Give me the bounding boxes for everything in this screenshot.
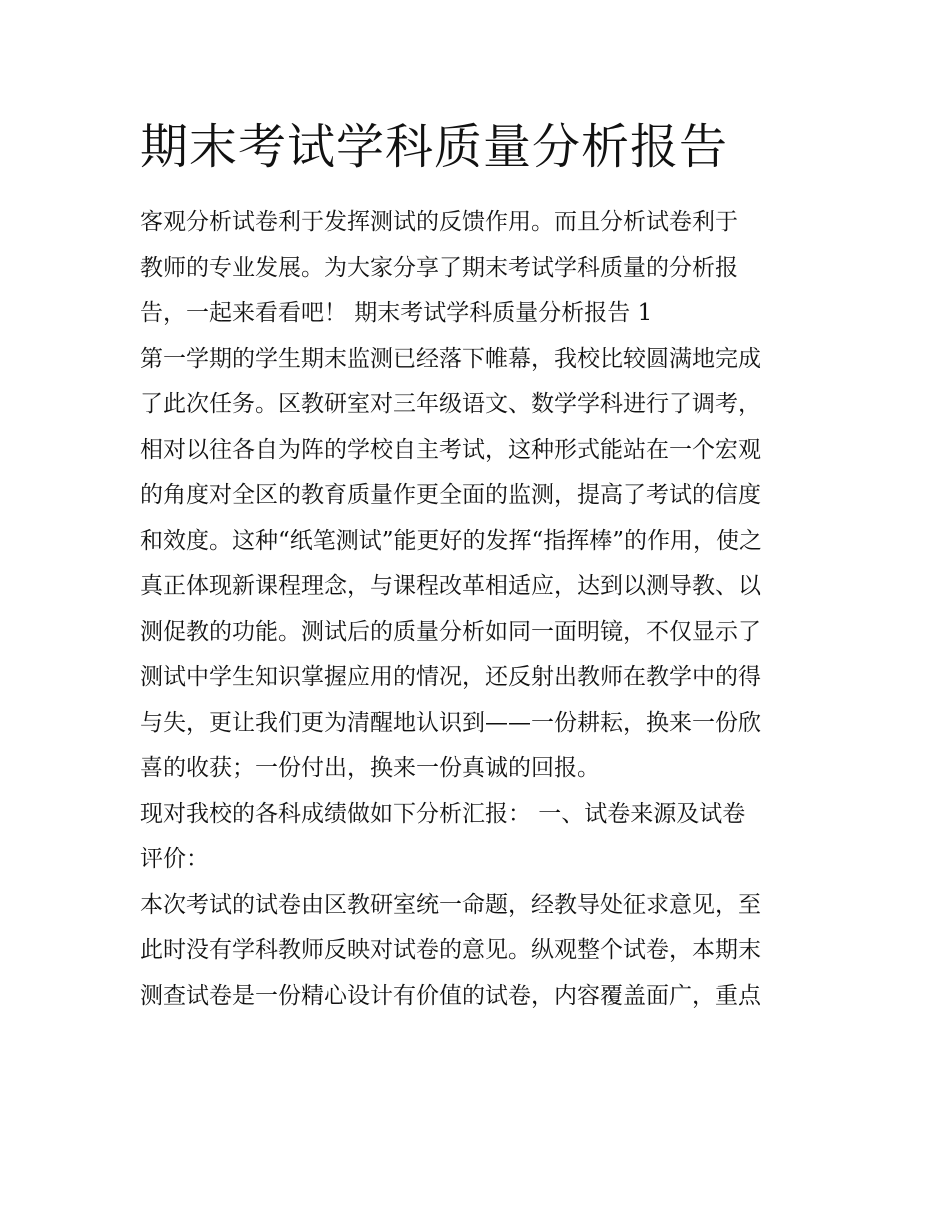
text-line: 真正体现新课程理念，与课程改革相适应，达到以测导教、以 — [140, 573, 761, 599]
text-line: 相对以往各自为阵的学校自主考试，这种形式能站在一个宏观 — [140, 436, 761, 463]
paragraph-report-intro — [140, 792, 820, 883]
document-title: 期末考试学科质量分析报告 — [140, 119, 729, 175]
text-line: 现对我校的各科成绩做如下分析汇报： 一、试卷来源及试卷 — [140, 800, 746, 827]
text-line: 告，一起来看看吧！ 期末考试学科质量分析报告 1 — [140, 300, 653, 326]
text-line: 和效度。这种“纸笔测试”能更好的发挥“指挥棒”的作用，使之 — [140, 527, 763, 554]
text-line: 了此次任务。区教研室对三年级语文、数学学科进行了调考， — [140, 391, 761, 417]
document-body — [140, 200, 820, 1019]
paragraph-exam-source — [140, 883, 820, 1020]
text-line: 喜的收获；一份付出，换来一份真诚的回报。 — [140, 755, 600, 781]
text-line: 评价： — [140, 846, 209, 872]
text-line: 此时没有学科教师反映对试卷的意见。纵观整个试卷，本期末 — [140, 937, 761, 963]
text-line: 本次考试的试卷由区教研室统一命题，经教导处征求意见，至 — [140, 891, 761, 918]
text-line: 与失，更让我们更为清醒地认识到——一份耕耘，换来一份欣 — [140, 709, 761, 736]
paragraph-overview — [140, 337, 820, 792]
text-line: 测促教的功能。测试后的质量分析如同一面明镜，不仅显示了 — [140, 618, 761, 645]
text-line: 的角度对全区的教育质量作更全面的监测，提高了考试的信度 — [140, 482, 761, 508]
paragraph-intro — [140, 200, 820, 337]
text-line: 测试中学生知识掌握应用的情况，还反射出教师在教学中的得 — [140, 664, 761, 690]
text-line: 测查试卷是一份精心设计有价值的试卷，内容覆盖面广，重点 — [140, 982, 761, 1009]
text-line: 客观分析试卷利于发挥测试的反馈作用。而且分析试卷利于 — [140, 209, 738, 235]
text-line: 第一学期的学生期末监测已经落下帷幕，我校比较圆满地完成 — [140, 345, 761, 372]
text-line: 教师的专业发展。为大家分享了期末考试学科质量的分析报 — [140, 254, 738, 281]
